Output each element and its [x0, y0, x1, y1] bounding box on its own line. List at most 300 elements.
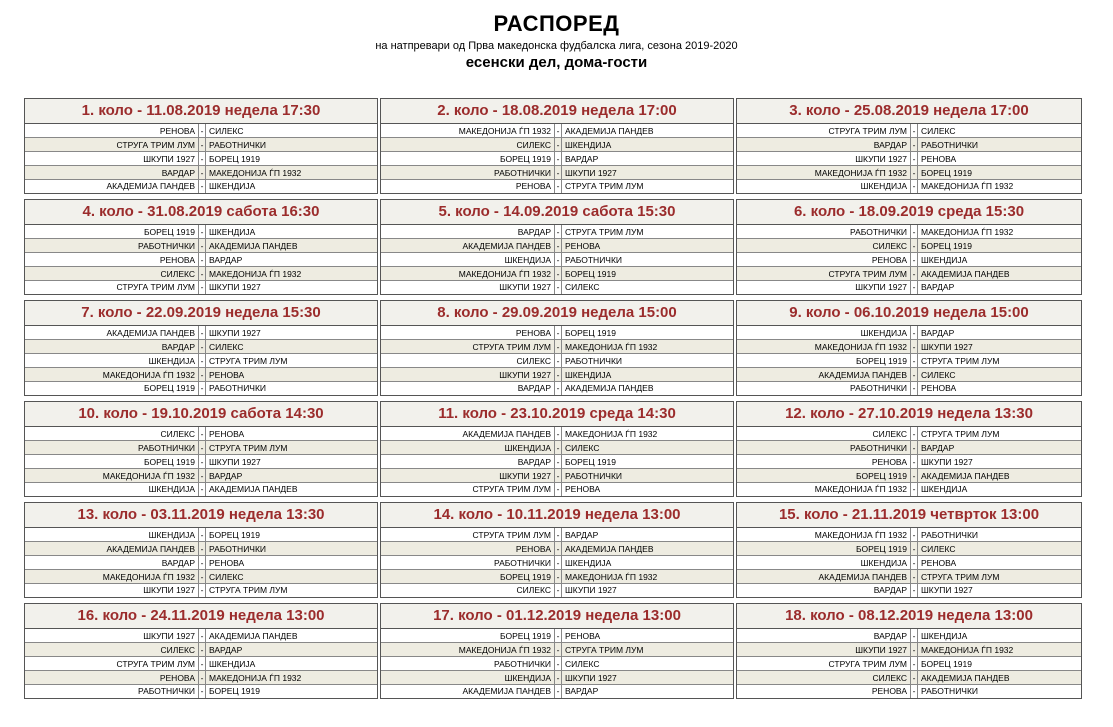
match-row [381, 225, 733, 239]
match-separator: - [199, 469, 206, 482]
home-team: РАБОТНИЧКИ [381, 657, 555, 670]
home-team: БОРЕЦ 1919 [737, 354, 911, 367]
away-team: МАКЕДОНИЈА ЃП 1932 [209, 673, 302, 683]
home-team: АКАДЕМИЈА ПАНДЕВ [381, 685, 555, 698]
match-row [25, 267, 377, 281]
match-separator: - [911, 427, 918, 440]
match-separator: - [555, 528, 562, 541]
home-team: БОРЕЦ 1919 [381, 152, 555, 165]
match-separator: - [199, 584, 206, 597]
home-team: ВАРДАР [381, 455, 555, 468]
round-title: 1. коло - 11.08.2019 недела 17:30 [25, 99, 377, 124]
home-team: РАБОТНИЧКИ [737, 225, 911, 238]
home-team: ВАРДАР [737, 138, 911, 151]
page-title: РАСПОРЕД [493, 11, 620, 36]
away-team: ШКЕНДИЈА [565, 558, 612, 568]
away-team: ШКЕНДИЈА [921, 484, 968, 494]
match-separator: - [555, 542, 562, 555]
match-separator: - [199, 368, 206, 381]
away-team: СИЛЕКС [565, 659, 600, 669]
match-row [737, 671, 1081, 685]
home-team: ШКЕНДИЈА [737, 326, 911, 339]
round-block [24, 401, 378, 497]
match-separator: - [555, 166, 562, 179]
match-separator: - [911, 671, 918, 684]
match-separator: - [555, 225, 562, 238]
home-team: ШКУПИ 1927 [737, 281, 911, 294]
home-team: АКАДЕМИЈА ПАНДЕВ [25, 542, 199, 555]
home-team: РАБОТНИЧКИ [25, 685, 199, 698]
match-row [381, 180, 733, 193]
match-separator: - [199, 166, 206, 179]
away-team: РЕНОВА [209, 429, 245, 439]
match-separator: - [911, 469, 918, 482]
match-row [737, 556, 1081, 570]
match-separator: - [199, 180, 206, 193]
match-separator: - [911, 368, 918, 381]
home-team: РАБОТНИЧКИ [381, 556, 555, 569]
home-team: СТРУГА ТРИМ ЛУМ [737, 267, 911, 280]
round-title: 6. коло - 18.09.2019 среда 15:30 [737, 200, 1081, 225]
match-row [737, 483, 1081, 496]
match-row [381, 483, 733, 496]
match-separator: - [199, 427, 206, 440]
home-team: ШКЕНДИЈА [381, 253, 555, 266]
match-row [25, 382, 377, 395]
match-row [25, 180, 377, 193]
home-team: РЕНОВА [25, 124, 199, 137]
match-row [737, 368, 1081, 382]
match-separator: - [199, 671, 206, 684]
away-team: МАКЕДОНИЈА ЃП 1932 [921, 645, 1014, 655]
match-separator: - [555, 469, 562, 482]
away-team: АКАДЕМИЈА ПАНДЕВ [209, 241, 298, 251]
round-block [380, 603, 734, 699]
document-header [0, 10, 1113, 72]
round-block [380, 98, 734, 194]
away-team: МАКЕДОНИЈА ЃП 1932 [921, 181, 1014, 191]
home-team: РАБОТНИЧКИ [381, 166, 555, 179]
match-row [737, 685, 1081, 698]
match-separator: - [199, 267, 206, 280]
match-separator: - [555, 629, 562, 642]
home-team: РАБОТНИЧКИ [25, 239, 199, 252]
away-team: МАКЕДОНИЈА ЃП 1932 [209, 269, 302, 279]
home-team: ШКУПИ 1927 [737, 643, 911, 656]
match-row [25, 326, 377, 340]
home-team: СИЛЕКС [381, 584, 555, 597]
away-team: СИЛЕКС [565, 443, 600, 453]
home-team: МАКЕДОНИЈА ЃП 1932 [381, 267, 555, 280]
home-team: БОРЕЦ 1919 [25, 455, 199, 468]
round-title: 9. коло - 06.10.2019 недела 15:00 [737, 301, 1081, 326]
match-row [381, 382, 733, 395]
home-team: ШКЕНДИЈА [381, 671, 555, 684]
match-separator: - [199, 225, 206, 238]
away-team: РЕНОВА [209, 558, 245, 568]
home-team: СИЛЕКС [25, 267, 199, 280]
away-team: СИЛЕКС [921, 544, 956, 554]
away-team: ШКЕНДИЈА [921, 631, 968, 641]
match-row [25, 528, 377, 542]
away-team: БОРЕЦ 1919 [565, 457, 616, 467]
home-team: АКАДЕМИЈА ПАНДЕВ [25, 180, 199, 193]
away-team: РЕНОВА [565, 484, 601, 494]
season-part: есенски дел, дома-гости [465, 54, 648, 71]
match-row [737, 629, 1081, 643]
away-team: СИЛЕКС [209, 126, 244, 136]
away-team: СИЛЕКС [921, 370, 956, 380]
match-row [737, 584, 1081, 597]
home-team: СИЛЕКС [25, 643, 199, 656]
match-separator: - [911, 124, 918, 137]
home-team: РЕНОВА [25, 671, 199, 684]
away-team: РЕНОВА [921, 154, 957, 164]
match-row [25, 455, 377, 469]
home-team: СИЛЕКС [381, 354, 555, 367]
match-row [25, 629, 377, 643]
match-row [381, 326, 733, 340]
away-team: РЕНОВА [921, 558, 957, 568]
match-separator: - [555, 556, 562, 569]
home-team: ШКУПИ 1927 [737, 152, 911, 165]
page-subtitle: на натпревари од Прва македонска фудбалска лига, сезона 2019-2020 [375, 40, 738, 52]
match-separator: - [911, 281, 918, 294]
away-team: СИЛЕКС [921, 126, 956, 136]
home-team: СТРУГА ТРИМ ЛУМ [381, 483, 555, 496]
home-team: СТРУГА ТРИМ ЛУМ [381, 528, 555, 541]
match-separator: - [199, 542, 206, 555]
match-row [381, 556, 733, 570]
home-team: ВАРДАР [25, 166, 199, 179]
match-separator: - [199, 556, 206, 569]
match-row [381, 441, 733, 455]
away-team: РАБОТНИЧКИ [565, 356, 623, 366]
match-row [381, 685, 733, 698]
home-team: МАКЕДОНИЈА ЃП 1932 [737, 166, 911, 179]
away-team: СТРУГА ТРИМ ЛУМ [209, 356, 288, 366]
away-team: ШКУПИ 1927 [565, 585, 617, 595]
away-team: РАБОТНИЧКИ [209, 544, 267, 554]
match-row [381, 124, 733, 138]
match-row [381, 239, 733, 253]
match-row [737, 570, 1081, 584]
match-row [381, 427, 733, 441]
home-team: РЕНОВА [737, 253, 911, 266]
match-separator: - [199, 685, 206, 698]
away-team: ШКУПИ 1927 [921, 585, 973, 595]
home-team: БОРЕЦ 1919 [381, 629, 555, 642]
match-row [737, 657, 1081, 671]
home-team: МАКЕДОНИЈА ЃП 1932 [737, 483, 911, 496]
match-row [381, 584, 733, 597]
away-team: МАКЕДОНИЈА ЃП 1932 [565, 572, 658, 582]
home-team: МАКЕДОНИЈА ЃП 1932 [737, 340, 911, 353]
match-separator: - [911, 225, 918, 238]
round-block [380, 401, 734, 497]
match-separator: - [555, 657, 562, 670]
match-separator: - [911, 340, 918, 353]
away-team: АКАДЕМИЈА ПАНДЕВ [209, 484, 298, 494]
match-separator: - [199, 629, 206, 642]
home-team: БОРЕЦ 1919 [737, 469, 911, 482]
away-team: ВАРДАР [209, 645, 243, 655]
match-separator: - [555, 253, 562, 266]
match-separator: - [555, 267, 562, 280]
away-team: МАКЕДОНИЈА ЃП 1932 [209, 168, 302, 178]
match-separator: - [199, 239, 206, 252]
away-team: ШКЕНДИЈА [209, 227, 256, 237]
home-team: БОРЕЦ 1919 [381, 570, 555, 583]
away-team: РАБОТНИЧКИ [209, 383, 267, 393]
match-row [25, 253, 377, 267]
match-row [381, 671, 733, 685]
match-separator: - [555, 483, 562, 496]
match-row [381, 354, 733, 368]
match-separator: - [555, 124, 562, 137]
round-block [24, 603, 378, 699]
match-separator: - [555, 340, 562, 353]
away-team: АКАДЕМИЈА ПАНДЕВ [921, 269, 1010, 279]
match-row [737, 225, 1081, 239]
match-row [737, 469, 1081, 483]
home-team: АКАДЕМИЈА ПАНДЕВ [381, 239, 555, 252]
home-team: СИЛЕКС [737, 671, 911, 684]
match-separator: - [911, 570, 918, 583]
home-team: ВАРДАР [737, 584, 911, 597]
away-team: СТРУГА ТРИМ ЛУМ [921, 572, 1000, 582]
match-separator: - [199, 643, 206, 656]
match-separator: - [911, 239, 918, 252]
match-separator: - [911, 629, 918, 642]
match-row [25, 281, 377, 294]
away-team: ШКУПИ 1927 [209, 457, 261, 467]
match-separator: - [555, 326, 562, 339]
match-separator: - [555, 138, 562, 151]
home-team: АКАДЕМИЈА ПАНДЕВ [737, 368, 911, 381]
round-title: 11. коло - 23.10.2019 среда 14:30 [381, 402, 733, 427]
match-separator: - [199, 124, 206, 137]
home-team: МАКЕДОНИЈА ЃП 1932 [737, 528, 911, 541]
match-separator: - [911, 556, 918, 569]
match-separator: - [911, 138, 918, 151]
away-team: БОРЕЦ 1919 [921, 241, 972, 251]
away-team: ВАРДАР [209, 471, 243, 481]
away-team: СТРУГА ТРИМ ЛУМ [209, 443, 288, 453]
round-block [736, 199, 1082, 295]
home-team: МАКЕДОНИЈА ЃП 1932 [25, 368, 199, 381]
match-row [25, 138, 377, 152]
away-team: СТРУГА ТРИМ ЛУМ [565, 227, 644, 237]
away-team: АКАДЕМИЈА ПАНДЕВ [565, 544, 654, 554]
match-row [381, 629, 733, 643]
match-separator: - [911, 253, 918, 266]
match-separator: - [199, 354, 206, 367]
round-title: 17. коло - 01.12.2019 недела 13:00 [381, 604, 733, 629]
match-row [737, 326, 1081, 340]
away-team: СТРУГА ТРИМ ЛУМ [921, 429, 1000, 439]
away-team: ВАРДАР [921, 443, 955, 453]
away-team: ВАРДАР [565, 530, 599, 540]
match-separator: - [199, 326, 206, 339]
match-row [737, 542, 1081, 556]
round-block [736, 401, 1082, 497]
match-row [25, 685, 377, 698]
home-team: ШКУПИ 1927 [25, 584, 199, 597]
match-separator: - [911, 542, 918, 555]
match-separator: - [911, 657, 918, 670]
match-separator: - [555, 441, 562, 454]
away-team: МАКЕДОНИЈА ЃП 1932 [565, 429, 658, 439]
match-row [737, 340, 1081, 354]
round-title: 12. коло - 27.10.2019 недела 13:30 [737, 402, 1081, 427]
home-team: АКАДЕМИЈА ПАНДЕВ [25, 326, 199, 339]
match-row [737, 138, 1081, 152]
home-team: РЕНОВА [737, 455, 911, 468]
away-team: СИЛЕКС [209, 572, 244, 582]
match-row [737, 382, 1081, 395]
home-team: СТРУГА ТРИМ ЛУМ [25, 281, 199, 294]
home-team: СТРУГА ТРИМ ЛУМ [25, 138, 199, 151]
away-team: РЕНОВА [921, 383, 957, 393]
match-separator: - [199, 570, 206, 583]
away-team: АКАДЕМИЈА ПАНДЕВ [209, 631, 298, 641]
match-separator: - [911, 152, 918, 165]
away-team: ШКЕНДИЈА [209, 659, 256, 669]
away-team: ШКУПИ 1927 [921, 342, 973, 352]
away-team: АКАДЕМИЈА ПАНДЕВ [565, 383, 654, 393]
away-team: БОРЕЦ 1919 [209, 530, 260, 540]
home-team: РАБОТНИЧКИ [25, 441, 199, 454]
round-block [380, 300, 734, 396]
away-team: АКАДЕМИЈА ПАНДЕВ [565, 126, 654, 136]
away-team: ШКУПИ 1927 [209, 328, 261, 338]
match-separator: - [199, 281, 206, 294]
home-team: СИЛЕКС [381, 138, 555, 151]
match-row [381, 267, 733, 281]
match-row [25, 441, 377, 455]
home-team: ШКУПИ 1927 [25, 629, 199, 642]
match-row [381, 570, 733, 584]
match-separator: - [555, 671, 562, 684]
round-block [24, 98, 378, 194]
match-separator: - [911, 584, 918, 597]
home-team: МАКЕДОНИЈА ЃП 1932 [381, 124, 555, 137]
home-team: ШКУПИ 1927 [381, 281, 555, 294]
away-team: МАКЕДОНИЈА ЃП 1932 [565, 342, 658, 352]
away-team: ВАРДАР [209, 255, 243, 265]
away-team: ШКЕНДИЈА [565, 370, 612, 380]
round-title: 14. коло - 10.11.2019 недела 13:00 [381, 503, 733, 528]
match-separator: - [555, 584, 562, 597]
away-team: БОРЕЦ 1919 [209, 686, 260, 696]
match-row [381, 469, 733, 483]
home-team: БОРЕЦ 1919 [737, 542, 911, 555]
home-team: ШКЕНДИЈА [25, 528, 199, 541]
away-team: БОРЕЦ 1919 [209, 154, 260, 164]
match-row [381, 166, 733, 180]
home-team: МАКЕДОНИЈА ЃП 1932 [381, 643, 555, 656]
home-team: ШКУПИ 1927 [381, 469, 555, 482]
match-row [737, 455, 1081, 469]
away-team: СИЛЕКС [209, 342, 244, 352]
match-row [25, 354, 377, 368]
round-title: 18. коло - 08.12.2019 недела 13:00 [737, 604, 1081, 629]
match-separator: - [911, 326, 918, 339]
round-title: 4. коло - 31.08.2019 сабота 16:30 [25, 200, 377, 225]
away-team: ШКУПИ 1927 [921, 457, 973, 467]
round-title: 2. коло - 18.08.2019 недела 17:00 [381, 99, 733, 124]
match-row [381, 368, 733, 382]
rounds-grid [24, 98, 1082, 699]
match-separator: - [555, 382, 562, 395]
home-team: ВАРДАР [25, 340, 199, 353]
match-separator: - [911, 685, 918, 698]
away-team: ВАРДАР [921, 328, 955, 338]
round-block [736, 98, 1082, 194]
round-title: 7. коло - 22.09.2019 недела 15:30 [25, 301, 377, 326]
match-separator: - [555, 685, 562, 698]
home-team: СТРУГА ТРИМ ЛУМ [737, 124, 911, 137]
match-separator: - [199, 657, 206, 670]
match-row [737, 166, 1081, 180]
match-row [381, 643, 733, 657]
match-row [737, 528, 1081, 542]
round-title: 8. коло - 29.09.2019 недела 15:00 [381, 301, 733, 326]
home-team: СИЛЕКС [737, 239, 911, 252]
away-team: БОРЕЦ 1919 [565, 269, 616, 279]
round-block [736, 603, 1082, 699]
away-team: ВАРДАР [565, 686, 599, 696]
away-team: АКАДЕМИЈА ПАНДЕВ [921, 471, 1010, 481]
home-team: ШКЕНДИЈА [381, 441, 555, 454]
match-separator: - [555, 180, 562, 193]
round-block [380, 199, 734, 295]
match-separator: - [199, 483, 206, 496]
away-team: СТРУГА ТРИМ ЛУМ [209, 585, 288, 595]
match-row [25, 239, 377, 253]
home-team: РЕНОВА [381, 542, 555, 555]
away-team: ШКЕНДИЈА [209, 181, 256, 191]
home-team: ШКЕНДИЈА [737, 180, 911, 193]
match-row [381, 281, 733, 294]
home-team: ВАРДАР [381, 225, 555, 238]
match-row [737, 267, 1081, 281]
home-team: РЕНОВА [737, 685, 911, 698]
round-block [736, 300, 1082, 396]
away-team: РЕНОВА [209, 370, 245, 380]
match-row [25, 427, 377, 441]
match-separator: - [555, 368, 562, 381]
away-team: РАБОТНИЧКИ [565, 471, 623, 481]
home-team: РАБОТНИЧКИ [737, 382, 911, 395]
home-team: ШКУПИ 1927 [381, 368, 555, 381]
round-title: 5. коло - 14.09.2019 сабота 15:30 [381, 200, 733, 225]
match-row [25, 225, 377, 239]
match-row [737, 239, 1081, 253]
away-team: АКАДЕМИЈА ПАНДЕВ [921, 673, 1010, 683]
away-team: ШКЕНДИЈА [921, 255, 968, 265]
round-title: 16. коло - 24.11.2019 недела 13:00 [25, 604, 377, 629]
home-team: АКАДЕМИЈА ПАНДЕВ [737, 570, 911, 583]
match-row [25, 469, 377, 483]
match-separator: - [555, 354, 562, 367]
away-team: БОРЕЦ 1919 [921, 659, 972, 669]
round-title: 10. коло - 19.10.2019 сабота 14:30 [25, 402, 377, 427]
away-team: БОРЕЦ 1919 [921, 168, 972, 178]
home-team: АКАДЕМИЈА ПАНДЕВ [381, 427, 555, 440]
match-row [25, 657, 377, 671]
